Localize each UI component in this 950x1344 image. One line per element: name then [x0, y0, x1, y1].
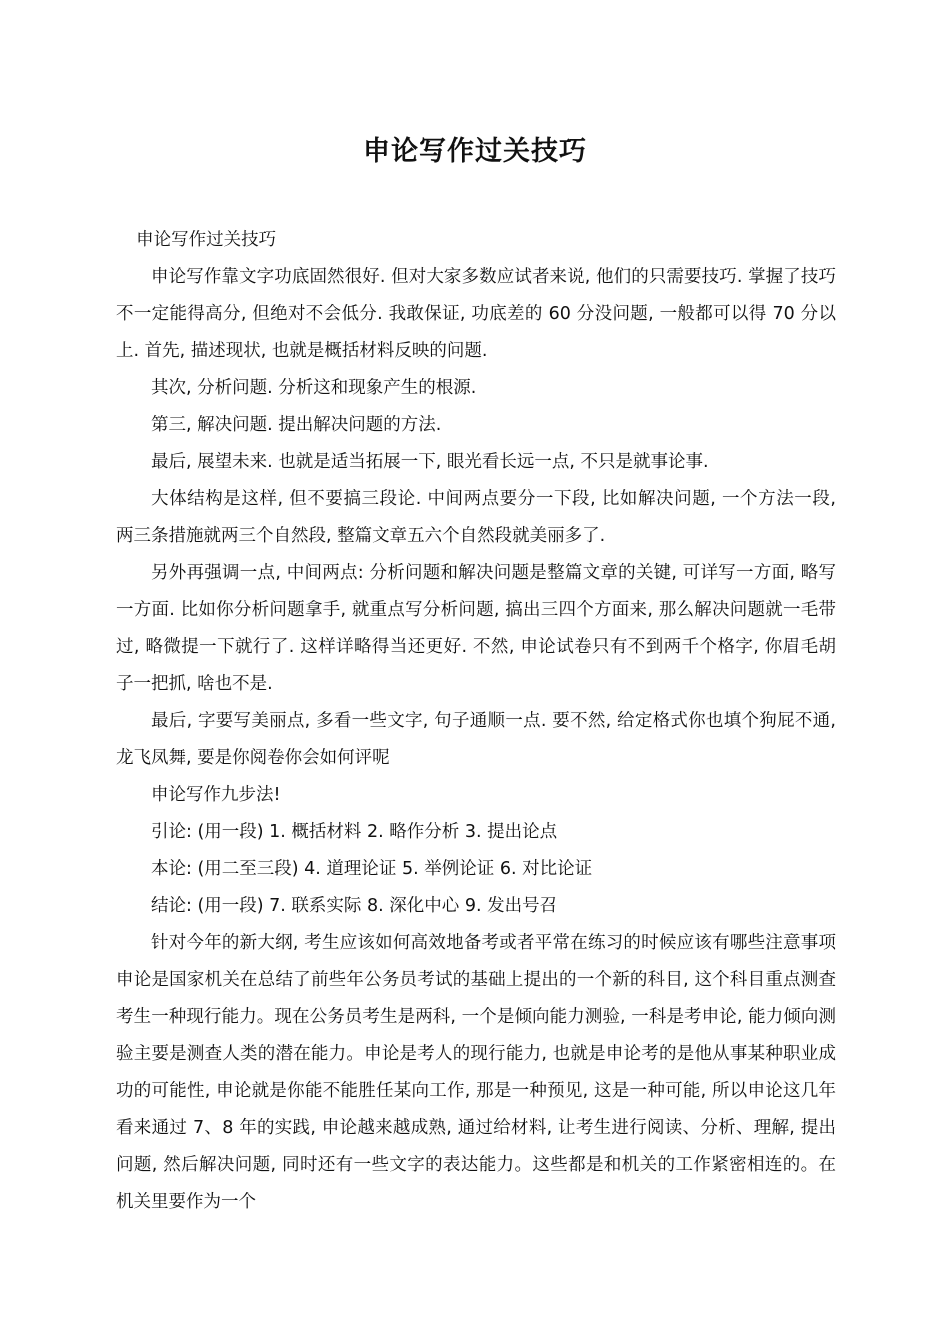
paragraph-structure: 大体结构是这样, 但不要搞三段论. 中间两点要分一下段, 比如解决问题, 一个方法一段, 两三条措施就两三个自然段, 整篇文章五六个自然段就美丽多了.: [116, 489, 836, 546]
paragraph-new-syllabus: 针对今年的新大纲, 考生应该如何高效地备考或者平常在练习的时候应该有哪些注意事项申论是国家机关在总结了前些年公务员考试的基础上提出的一个新的科目, 这个科目重点测查考生一种现行能力。现在公务员考生是两科, 一个是倾向能力测验, 一科是考申论, 能力倾向测验主要是测查人类的潜在能力。申论是考人的现行能力, 也就是申论考的是他从事某种职业成功的可能性, 申论就是你能不能胜任某向工作, 那是一种预见, 这是一种可能, 所以申论这几年看来通过 7、8 年的实践, 申论越来越成熟, 通过给材料, 让考生进行阅读、分析、理解, 提出问题, 然后解决问题, 同时还有一些文字的表达能力。这些都是和机关的工作紧密相连的。在机关里要作为一个: [116, 933, 836, 1212]
document-title: 申论写作过关技巧: [363, 136, 587, 167]
paragraph-emphasis: 另外再强调一点, 中间两点: 分析问题和解决问题是整篇文章的关键, 可详写一方面, 略写一方面. 比如你分析问题拿手, 就重点写分析问题, 搞出三四个方面来, 那么解决问题就一毛带过, 略微提一下就行了. 这样详略得当还更好. 不然, 申论试卷只有不到两千个格字, 你眉毛胡子一把抓, 啥也不是.: [116, 563, 836, 694]
document-body: [116, 222, 836, 1221]
paragraph-introduction-steps: 引论: (用一段) 1. 概括材料 2. 略作分析 3. 提出论点: [151, 822, 558, 842]
paragraph-body-steps: 本论: (用二至三段) 4. 道理论证 5. 举例论证 6. 对比论证: [151, 859, 593, 879]
paragraph-second: 其次, 分析问题. 分析这和现象产生的根源.: [151, 378, 477, 398]
paragraph-nine-steps-heading: 申论写作九步法!: [151, 785, 281, 805]
body-heading: 申论写作过关技巧: [136, 230, 277, 250]
paragraph-third: 第三, 解决问题. 提出解决问题的方法.: [151, 415, 442, 435]
paragraph-conclusion-steps: 结论: (用一段) 7. 联系实际 8. 深化中心 9. 发出号召: [151, 896, 558, 916]
paragraph-finally: 最后, 展望未来. 也就是适当拓展一下, 眼光看长远一点, 不只是就事论事.: [151, 452, 709, 472]
paragraph-handwriting: 最后, 字要写美丽点, 多看一些文字, 句子通顺一点. 要不然, 给定格式你也填个狗屁不通, 龙飞凤舞, 要是你阅卷你会如何评呢: [116, 711, 836, 768]
paragraph-intro: 申论写作靠文字功底固然很好. 但对大家多数应试者来说, 他们的只需要技巧. 掌握了技巧不一定能得高分, 但绝对不会低分. 我敢保证, 功底差的 60 分没问题, 一般都可以得 70 分以上. 首先, 描述现状, 也就是概括材料反映的问题.: [116, 267, 836, 361]
